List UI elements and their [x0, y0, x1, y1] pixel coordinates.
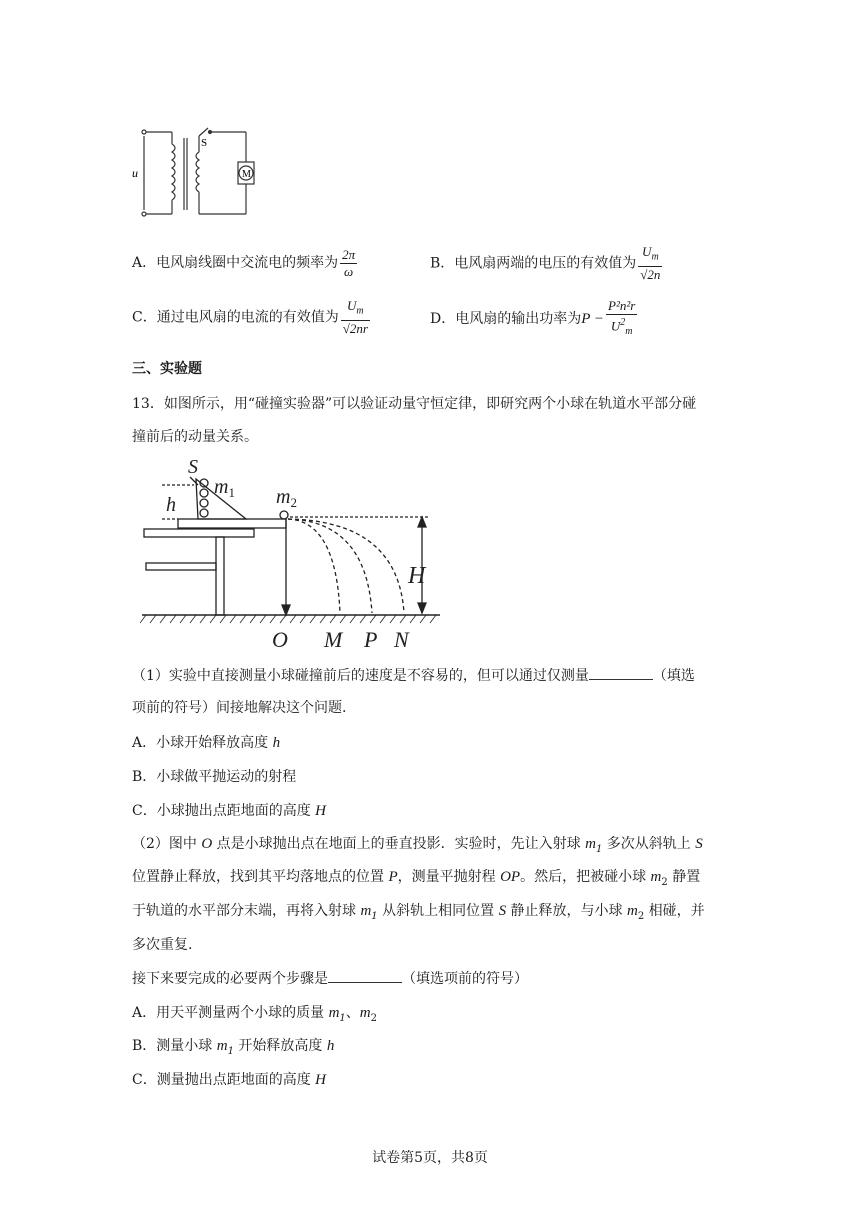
option-12d-text: D．电风扇的输出功率为 — [430, 310, 582, 327]
label-S: S — [188, 456, 198, 478]
sub-1: 1 — [339, 1012, 346, 1024]
text: 、 — [345, 1005, 360, 1021]
text: （填选项前的符号） — [402, 971, 528, 987]
option-12c-fraction — [341, 298, 370, 337]
label-M: M — [324, 627, 343, 652]
q13-p1-option-c — [132, 801, 326, 821]
var-O: O — [201, 836, 213, 852]
label-O: O — [272, 627, 288, 652]
label-m2-sub: 2 — [290, 495, 297, 510]
q13-p2-option-a — [132, 1003, 377, 1029]
text: 从斜轨上相同位置 — [377, 903, 499, 919]
text: 于轨道的水平部分末端，再将入射球 — [132, 903, 361, 919]
fraction-num: P²n²r — [608, 298, 636, 313]
q13-p1-option-b: B．小球做平抛运动的射程 — [132, 769, 297, 785]
fraction-den-sup: 2 — [620, 317, 626, 328]
var-m1: m — [216, 1038, 228, 1054]
q13-p2-line1 — [132, 834, 703, 860]
q13-p1-line2: 项前的符号）间接地解决这个问题. — [132, 700, 347, 716]
text: ，测量平抛射程 — [397, 869, 501, 885]
sub-2: 2 — [370, 1012, 377, 1024]
text: 静置 — [667, 869, 701, 885]
u-label: u — [132, 166, 138, 180]
q13-p1-option-a — [132, 733, 280, 753]
fraction-den: ω — [344, 263, 354, 279]
option-12b — [430, 244, 664, 283]
page-footer: 试卷第5页，共8页 — [372, 1150, 488, 1166]
text: C．测量抛出点距地面的高度 — [132, 1072, 316, 1088]
switch-label: S — [201, 137, 208, 149]
q13-p1-option-c-var: H — [315, 803, 327, 819]
fraction-num: U — [347, 298, 357, 313]
fraction-den: √2n — [640, 266, 661, 282]
answer-blank-1[interactable] — [589, 665, 653, 680]
option-12b-fraction — [638, 244, 662, 283]
q13-p2-line5 — [132, 968, 528, 989]
var-m2: m — [359, 1005, 371, 1021]
text: 开始释放高度 — [233, 1038, 327, 1054]
text: 静止释放，与小球 — [506, 903, 627, 919]
sub-1: 1 — [371, 910, 378, 922]
var-OP: OP — [500, 869, 521, 885]
var-P: P — [388, 869, 398, 885]
fraction-num-sub: m — [651, 251, 659, 263]
text: 点是小球抛出点在地面上的垂直投影．实验时，先让入射球 — [212, 836, 586, 852]
option-12a-text: A．电风扇线圈中交流电的频率为 — [132, 255, 339, 271]
option-12d-lead: P − — [581, 310, 604, 327]
fraction-den: √2nr — [342, 320, 368, 336]
text: 。然后，把被碰小球 — [520, 869, 651, 885]
var-m2: m — [626, 903, 638, 919]
q13-p2-option-c — [132, 1070, 326, 1090]
label-m2 — [276, 486, 297, 510]
motor-label: M — [242, 169, 251, 180]
option-12d — [430, 298, 639, 340]
var-m1: m — [328, 1005, 340, 1021]
var-m1: m — [585, 836, 596, 852]
section-title: 三、实验题 — [132, 361, 202, 377]
var-m2: m — [650, 869, 662, 885]
var-h: h — [326, 1038, 335, 1054]
option-12d-fraction — [606, 298, 637, 340]
fraction-den-sub: m — [625, 325, 633, 337]
option-12c — [132, 298, 372, 337]
text: 多次从斜轨上 — [602, 836, 696, 852]
q13-p1-line1a: （1）实验中直接测量小球碰撞前后的速度是不容易的，但可以通过仅测量 — [132, 668, 589, 684]
text: 接下来要完成的必要两个步骤是 — [132, 971, 328, 987]
text: B．测量小球 — [132, 1038, 217, 1054]
q13-p2-option-b — [132, 1036, 334, 1062]
q13-p1-option-a-text: A．小球开始释放高度 — [132, 735, 273, 751]
var-S: S — [498, 903, 507, 919]
sub-2: 2 — [661, 876, 668, 888]
answer-blank-2[interactable] — [328, 968, 402, 983]
fraction-num-sub: m — [356, 305, 364, 317]
label-P: P — [364, 627, 378, 652]
fraction-num: 2π — [342, 246, 356, 262]
option-12a — [132, 244, 359, 282]
option-12b-text: B．电风扇两端的电压的有效值为 — [430, 255, 637, 272]
label-m1-base: m — [214, 476, 229, 498]
var-S: S — [695, 836, 703, 852]
sub-1: 1 — [227, 1045, 234, 1057]
q13-stem-line2: 撞前后的动量关系。 — [132, 429, 258, 445]
option-12c-text: C．通过电风扇的电流的有效值为 — [132, 309, 339, 326]
text: （2）图中 — [132, 836, 202, 852]
q13-p2-line2 — [132, 867, 700, 893]
option-12a-fraction — [340, 247, 357, 280]
transformer-circuit-figure — [128, 122, 258, 222]
text: 相碰，并 — [644, 903, 705, 919]
text: 位置静止释放，找到其平均落地点的位置 — [132, 869, 389, 885]
sub-2: 2 — [637, 910, 645, 922]
text: A．用天平测量两个小球的质量 — [132, 1005, 329, 1021]
q13-p1-option-c-text: C．小球抛出点距地面的高度 — [132, 803, 316, 819]
label-m2-base: m — [276, 486, 291, 508]
q13-p1-line1 — [132, 665, 695, 686]
q13-p2-line3 — [132, 901, 705, 927]
label-h: h — [166, 494, 176, 516]
label-N: N — [394, 627, 409, 652]
var-H: H — [315, 1072, 327, 1088]
label-H: H — [408, 563, 426, 589]
label-m1 — [214, 476, 235, 500]
var-m1: m — [360, 903, 372, 919]
collision-apparatus-figure — [140, 455, 450, 655]
fraction-num: U — [642, 244, 652, 259]
q13-p2-line4: 多次重复. — [132, 937, 193, 953]
q13-stem-line1: 13．如图所示，用“碰撞实验器”可以验证动量守恒定律，即研究两个小球在轨道水平部分碰 — [132, 396, 697, 412]
fraction-den: U — [610, 318, 621, 334]
sub-1: 1 — [595, 843, 603, 855]
q13-p1-option-a-var: h — [272, 735, 281, 751]
q13-p1-line1b: （填选 — [652, 668, 695, 684]
label-m1-sub: 1 — [228, 485, 235, 500]
